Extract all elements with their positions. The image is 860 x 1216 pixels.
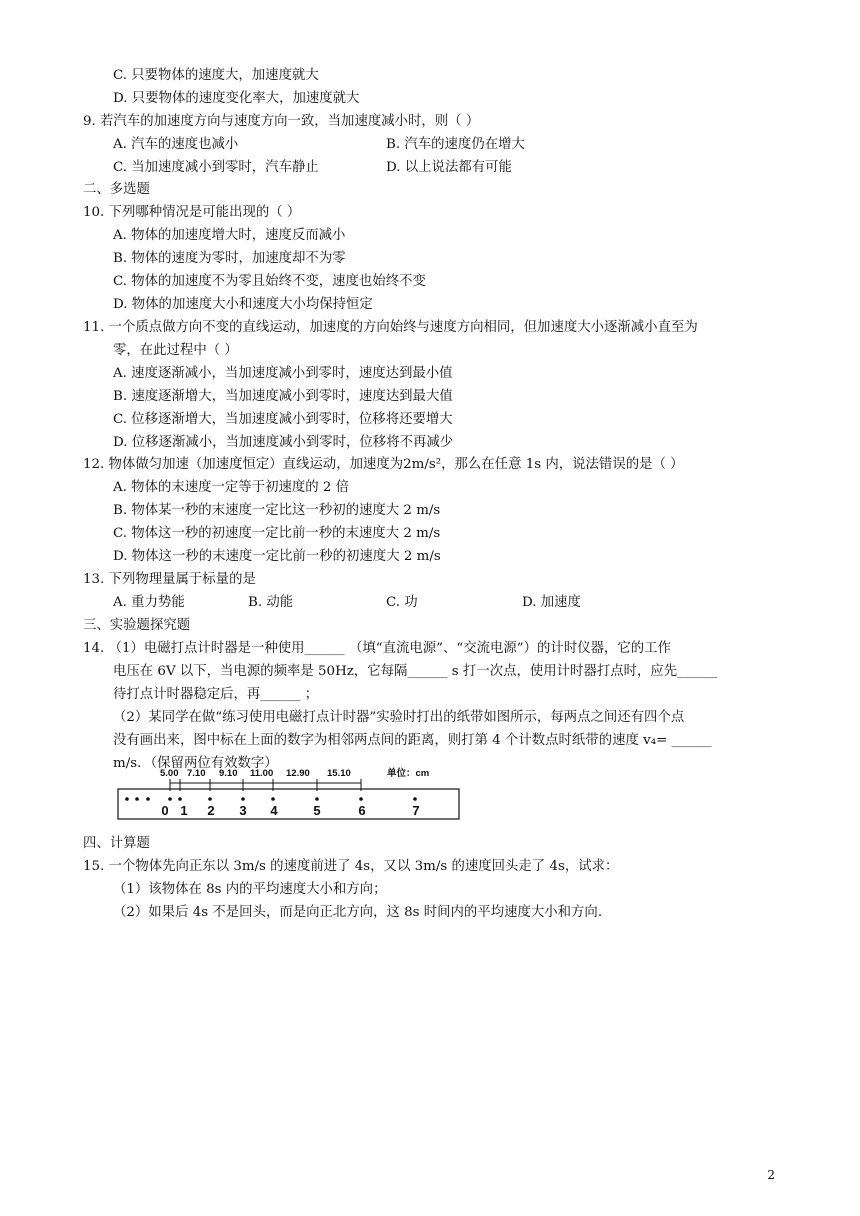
tape-point-label: 0	[161, 803, 169, 818]
tape-point-label: 1	[180, 803, 188, 818]
q11-option-d: D. 位移逐渐减小，当加速度减小到零时，位移将不再减少	[113, 435, 454, 450]
q15-part1: （1）该物体在 8s 内的平均速度大小和方向；	[113, 882, 387, 897]
tape-point-label: 5	[313, 803, 321, 818]
tape-unit-label: 单位：cm	[387, 768, 430, 779]
section-experiment-heading: 三、实验题探究题	[83, 618, 191, 633]
tape-point-label: 7	[412, 803, 420, 818]
q14-line3: 待打点计时器稳定后，再______ ；	[113, 687, 319, 702]
q12-option-b: B. 物体某一秒的末速度一定比这一秒初的速度大 2 m/s	[113, 503, 441, 518]
paper-tape-figure	[117, 765, 461, 821]
q13-option-a: A. 重力势能	[113, 595, 185, 610]
q10-option-b: B. 物体的速度为零时，加速度却不为零	[113, 251, 346, 266]
q12-option-d: D. 物体这一秒的末速度一定比前一秒的初速度大 2 m/s	[113, 549, 441, 564]
q9-stem: 9. 若汽车的加速度方向与速度方向一致，当加速度减小时，则（ ）	[83, 114, 480, 129]
tape-point-label: 4	[270, 803, 278, 818]
q13-option-c: C. 功	[386, 595, 418, 610]
tape-point-label: 2	[207, 803, 215, 818]
q9-option-c: C. 当加速度减小到零时，汽车静止	[113, 160, 319, 175]
q10-option-c: C. 物体的加速度不为零且始终不变，速度也始终不变	[113, 274, 426, 289]
q8-option-d: D. 只要物体的速度变化率大，加速度就大	[113, 91, 360, 106]
q11-option-a: A. 速度逐渐减小，当加速度减小到零时，速度达到最小值	[113, 366, 453, 381]
section-calculation-heading: 四、计算题	[83, 836, 150, 851]
tape-distance-label: 7.10	[187, 768, 206, 779]
q13-option-b: B. 动能	[248, 595, 294, 610]
q13-option-d: D. 加速度	[522, 595, 581, 610]
tape-point-label: 3	[239, 803, 247, 818]
q10-option-d: D. 物体的加速度大小和速度大小均保持恒定	[113, 297, 373, 312]
q10-option-a: A. 物体的加速度增大时，速度反而减小	[113, 228, 346, 243]
q9-option-d: D. 以上说法都有可能	[386, 160, 512, 175]
q13-stem: 13. 下列物理量属于标量的是	[83, 572, 256, 587]
tape-distance-label: 12.90	[286, 768, 310, 779]
q14-line5: 没有画出来，图中标在上面的数字为相邻两点间的距离，则打第 4 个计数点时纸带的速度 v₄= ______	[113, 733, 712, 748]
q11-option-b: B. 速度逐渐增大，当加速度减小到零时，速度达到最大值	[113, 389, 453, 404]
q8-option-c: C. 只要物体的速度大，加速度就大	[113, 68, 319, 83]
tape-distance-label: 11.00	[250, 768, 274, 779]
tape-distance-label: 5.00	[160, 768, 179, 779]
tape-distance-label: 9.10	[219, 768, 238, 779]
q12-stem: 12. 物体做匀加速（加速度恒定）直线运动，加速度为2m/s²，那么在任意 1s 内，说法错误的是（ ）	[83, 457, 684, 472]
section-multiple-choice-heading: 二、多选题	[83, 182, 150, 197]
page-number: 2	[767, 1168, 775, 1182]
q12-option-a: A. 物体的末速度一定等于初速度的 2 倍	[113, 480, 350, 495]
q11-option-c: C. 位移逐渐增大，当加速度减小到零时，位移将还要增大	[113, 412, 453, 427]
q14-line4: （2）某同学在做“练习使用电磁打点计时器”实验时打出的纸带如图所示，每两点之间还有四个点	[113, 710, 685, 725]
q11-stem-line1: 11. 一个质点做方向不变的直线运动，加速度的方向始终与速度方向相同，但加速度大小逐渐减小直至为	[83, 320, 698, 335]
q9-option-b: B. 汽车的速度仍在增大	[386, 137, 525, 152]
q14-line1: 14. （1）电磁打点计时器是一种使用______ （填“直流电源”、“交流电源”）的计时仪器，它的工作	[83, 641, 671, 656]
q15-part2: （2）如果后 4s 不是回头，而是向正北方向，这 8s 时间内的平均速度大小和方向.	[113, 905, 603, 920]
q14-line2: 电压在 6V 以下，当电源的频率是 50Hz，它每隔______ s 打一次点，使用计时器打点时，应先______	[113, 664, 718, 679]
q15-stem: 15. 一个物体先向正东以 3m/s 的速度前进了 4s，又以 3m/s 的速度回头走了 4s，试求：	[83, 859, 619, 874]
q12-option-c: C. 物体这一秒的初速度一定比前一秒的末速度大 2 m/s	[113, 526, 441, 541]
tape-distance-label: 15.10	[327, 768, 351, 779]
q10-stem: 10. 下列哪种情况是可能出现的（ ）	[83, 205, 301, 220]
tape-point-label: 6	[358, 803, 366, 818]
q11-stem-line2: 零，在此过程中（ ）	[113, 343, 238, 358]
q14-line6: m/s．（保留两位有效数字）	[113, 756, 278, 771]
q9-option-a: A. 汽车的速度也减小	[113, 137, 239, 152]
